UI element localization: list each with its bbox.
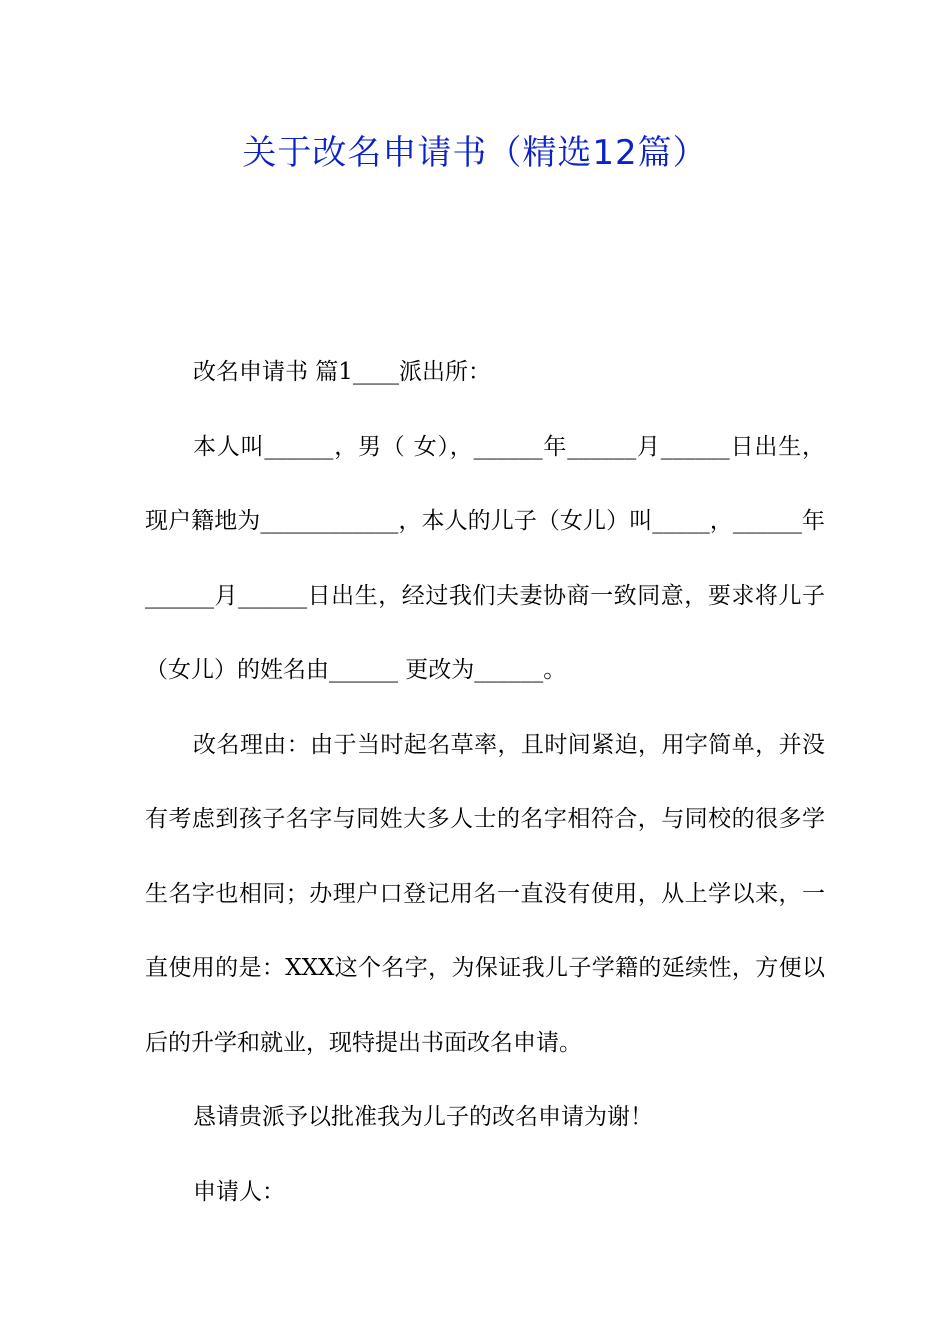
- document-title: 关于改名申请书（精选12篇）: [242, 133, 708, 173]
- document-body: [145, 335, 825, 1229]
- paragraph-heading: 改名申请书 篇1____派出所：: [193, 359, 491, 385]
- paragraph-reason: 改名理由：由于当时起名草率，且时间紧迫，用字简单，并没有考虑到孩子名字与同姓大多人士的名字相符合，与同校的很多学生名字也相同；办理户口登记用名一直没有使用，从上学以来，一直使用的是：XXX这个名字，为保证我儿子学籍的延续性，方便以后的升学和就业，现特提出书面改名申请。: [145, 731, 825, 1056]
- paragraph-request: 恳请贵派予以批准我为儿子的改名申请为谢！: [193, 1104, 653, 1130]
- paragraph-personal-info: 本人叫______，男（ 女），______年______月______日出生，现户籍地为____________，本人的儿子（女儿）叫_____，______年______月______日出生，经过我们夫妻协商一致同意，要求将儿子（女儿）的姓名由______ 更改为______。: [145, 433, 825, 683]
- paragraph-applicant: 申请人：: [193, 1178, 285, 1205]
